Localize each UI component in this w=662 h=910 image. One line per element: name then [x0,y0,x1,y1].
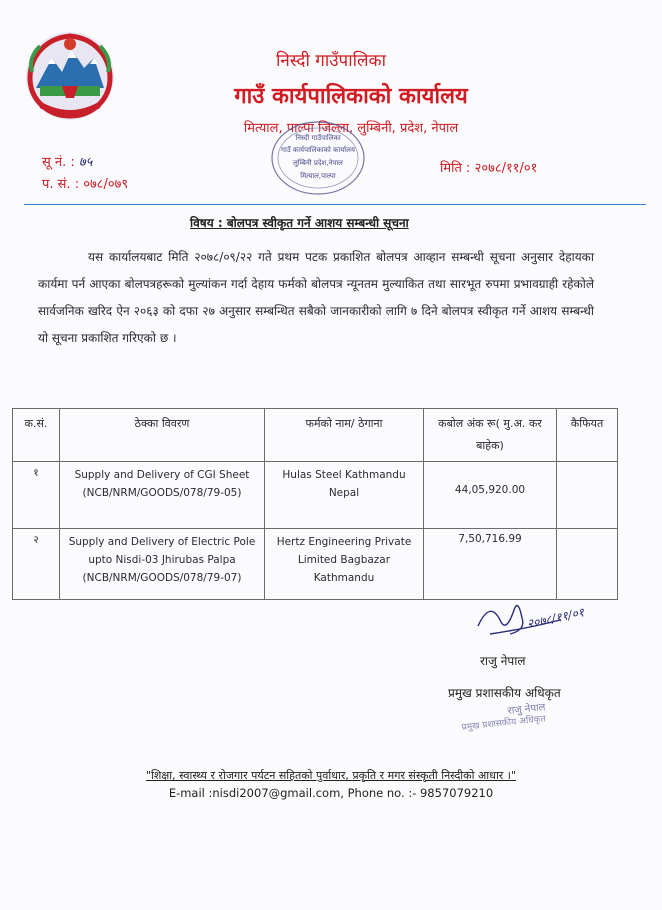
reference-block [42,152,128,196]
table-row [13,529,618,600]
notice-body [38,244,594,352]
footer-motto: "शिक्षा, स्वास्थ्य र रोजगार पर्यटन सहितको पुर्वाधार, प्रकृति र मगर संस्कृती निस्दीको आधार ।" [145,769,517,782]
cell-description: Supply and Delivery of Electric Pole upto Nisdi-03 Jhirubas Palpa (NCB/NRM/GOODS/078/79-07) [60,529,265,600]
date-block [440,158,537,176]
cell-firm: Hulas Steel Kathmandu Nepal [265,462,424,529]
cell-firm: Hertz Engineering Private Limited Bagbazar Kathmandu [265,529,424,600]
signer-name: राजु नेपाल [480,654,526,668]
col-header-amount: कबोल अंक रू( मु.अ. कर बाहेक) [424,409,557,462]
sn-value: ७५ [78,155,93,170]
table-header-row [13,409,618,462]
ps-row [42,174,128,196]
office-title: गाउँ कार्यपालिकाको कार्यालय [234,84,468,109]
col-header-firm: फर्मको नाम/ ठेगाना [265,409,424,462]
col-header-description: ठेक्का विवरण [60,409,265,462]
stamp-line-3: लुम्बिनी प्रदेश,नेपाल [293,159,343,167]
municipality-name: निस्दी गाउँपालिका [275,51,387,71]
stamp-line-4: मित्याल,पाल्पा [300,172,336,180]
cell-description: Supply and Delivery of CGI Sheet (NCB/NRM/GOODS/078/79-05) [60,462,265,529]
cell-amount: 7,50,716.99 [424,529,557,600]
seal-line-1: राजु नेपाल [507,702,546,717]
notice-subject: विषय : बोलपत्र स्वीकृत गर्ने आशय सम्बन्धी सूचना [190,216,409,230]
sn-label: सू नं. : [42,155,75,170]
table-row [13,462,618,529]
cell-remarks [557,529,618,600]
cell-sn: १ [13,462,60,529]
signatory-seal-icon [448,694,598,740]
office-address: मित्याल, पाल्पा जिल्ला, लुम्बिनी, प्रदेश, नेपाल [243,121,459,136]
tender-table [12,408,618,600]
ps-label: प. सं. : [42,177,80,192]
signer-designation: प्रमुख प्रशासकीय अधिकृत [448,686,561,700]
col-header-remarks: कैफियत [557,409,618,462]
stamp-line-2: गाउँ कार्यपालिकाको कार्यालय [281,146,355,154]
date-label: मिति : [440,161,471,176]
notice-body-text: यस कार्यालयबाट मिति २०७८/०९/२२ गते प्रथम पटक प्रकाशित बोलपत्र आव्हान सम्बन्धी सूचना अनुसार देहायका कार्यमा पर्न आएका बोलपत्रहरूको मुल्यांकन गर्दा देहाय फर्मको बोलपत्र न्यूनतम मुल्याकित तथा सारभूत रुपमा प्रभावग्राही रहेकोले सार्वजनिक खरिद ऐन २०६३ को दफा २७ अनुसार सम्बन्धित सबैको जानकारीको लागि ७ दिने बोलपत्र स्वीकृत गर्ने आशय सम्बन्धी यो सूचना प्रकाशित गरिएको छ । [38,250,594,345]
signature-date: २०७८/११/०१ [525,605,586,631]
footer-contact: E-mail :nisdi2007@gmail.com, Phone no. :- 9857079210 [168,786,494,800]
seal-line-2: प्रमुख प्रशासकीय अधिकृत [461,714,547,733]
col-header-sn: क.सं. [13,409,60,462]
stamp-line-1: निस्दी गाउँपालिका [295,134,341,142]
office-stamp-icon [268,118,368,198]
cell-remarks [557,462,618,529]
cell-sn: २ [13,529,60,600]
signature-mark-icon [470,590,620,650]
date-value: २०७८/११/०१ [474,161,538,176]
cell-amount [424,462,557,529]
cell-amount-value: 44,05,920.00 [454,484,526,496]
ps-value: ०७८/०७९ [83,177,129,192]
sn-row [42,152,128,174]
header-divider [24,204,646,205]
